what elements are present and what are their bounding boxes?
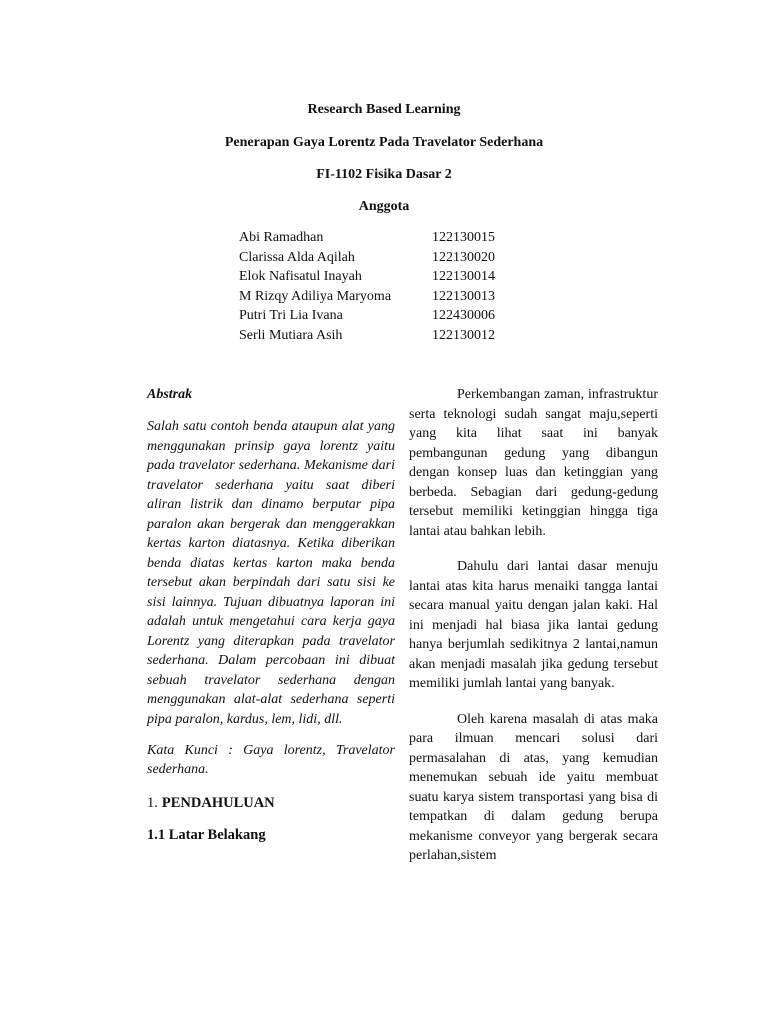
left-column	[147, 385, 395, 845]
member-row	[239, 248, 522, 268]
member-name: Abi Ramadhan	[239, 230, 324, 245]
section-number: 1.	[147, 795, 158, 811]
document-title: Research Based Learning	[307, 102, 461, 117]
member-row	[239, 326, 522, 346]
right-column	[409, 385, 658, 882]
member-row	[239, 228, 522, 248]
section-title: PENDAHULUAN	[161, 795, 275, 811]
members-list	[239, 228, 522, 346]
body-paragraph: Perkembangan zaman, infrastruktur serta teknologi sudah sangat maju,seperti yang kita lihat saat ini banyak pembangunan gedung yang dibangun dengan konsep luas dan ketinggian yang berbeda. Sebagian dari gedung-gedung tersebut memiliki ketinggian hingga tiga lantai atau bahkan lebih.	[409, 387, 658, 539]
abstract-body: Salah satu contoh benda ataupun alat yang menggunakan prinsip gaya lorentz yaitu pada travelator sederhana. Mekanisme dari travelator sederhana yaitu saat diberi aliran listrik dan dinamo berputar pipa paralon akan bergerak dan menggerakkan kertas karton diatasnya. Ketika diberikan benda diatas kertas karton maka benda tersebut akan berpindah dari satu sisi ke sisi lainnya. Tujuan dibuatnya laporan ini adalah untuk mengetahui cara kerja gaya Lorentz yang diterapkan pada travelator sederhana. Dalam percobaan ini dibuat sebuah travelator sederhana dengan menggunakan alat-alat sederhana seperti pipa paralon, kardus, lem, lidi, dll.	[147, 419, 395, 727]
member-name: M Rizqy Adiliya Maryoma	[239, 288, 392, 304]
member-row	[239, 267, 522, 287]
subsection-heading: 1.1 Latar Belakang	[147, 827, 266, 843]
body-paragraph: Oleh karena masalah di atas maka para ilmuan mencari solusi dari permasalahan di atas, yang kemudian menemukan sebuah ide yaitu membuat suatu karya sistem transportasi yang bisa di tempatkan di dalam gedung berupa mekanisme conveyor yang bergerak secara perlahan,sistem	[409, 711, 658, 863]
member-id: 122130015	[432, 230, 495, 245]
member-name: Serli Mutiara Asih	[239, 327, 343, 343]
member-id: 122130014	[432, 269, 495, 285]
member-id: 122130020	[432, 249, 495, 265]
member-row	[239, 287, 522, 307]
members-heading: Anggota	[358, 199, 410, 214]
member-id: 122130013	[432, 288, 495, 304]
member-id: 122130012	[432, 327, 495, 343]
member-name: Elok Nafisatul Inayah	[239, 269, 362, 285]
document-subtitle: Penerapan Gaya Lorentz Pada Travelator Sederhana	[224, 135, 544, 150]
member-id: 122430006	[432, 308, 495, 324]
member-row	[239, 306, 522, 326]
member-name: Clarissa Alda Aqilah	[239, 249, 355, 265]
abstract-heading: Abstrak	[147, 387, 193, 402]
section-heading	[147, 793, 395, 813]
member-name: Putri Tri Lia Ivana	[239, 308, 343, 324]
body-paragraph: Dahulu dari lantai dasar menuju lantai atas kita harus menaiki tangga lantai secara manual yaitu dengan jalan kaki. Hal ini menjadi hal biasa jika lantai gedung hanya berjumlah sedikitnya 2 lantai,namun akan menjadi masalah jika gedung tersebut memiliki jumlah lantai yang banyak.	[409, 559, 658, 691]
keywords: Kata Kunci : Gaya lorentz, Travelator sederhana.	[147, 743, 395, 777]
course-code: FI-1102 Fisika Dasar 2	[316, 167, 452, 182]
